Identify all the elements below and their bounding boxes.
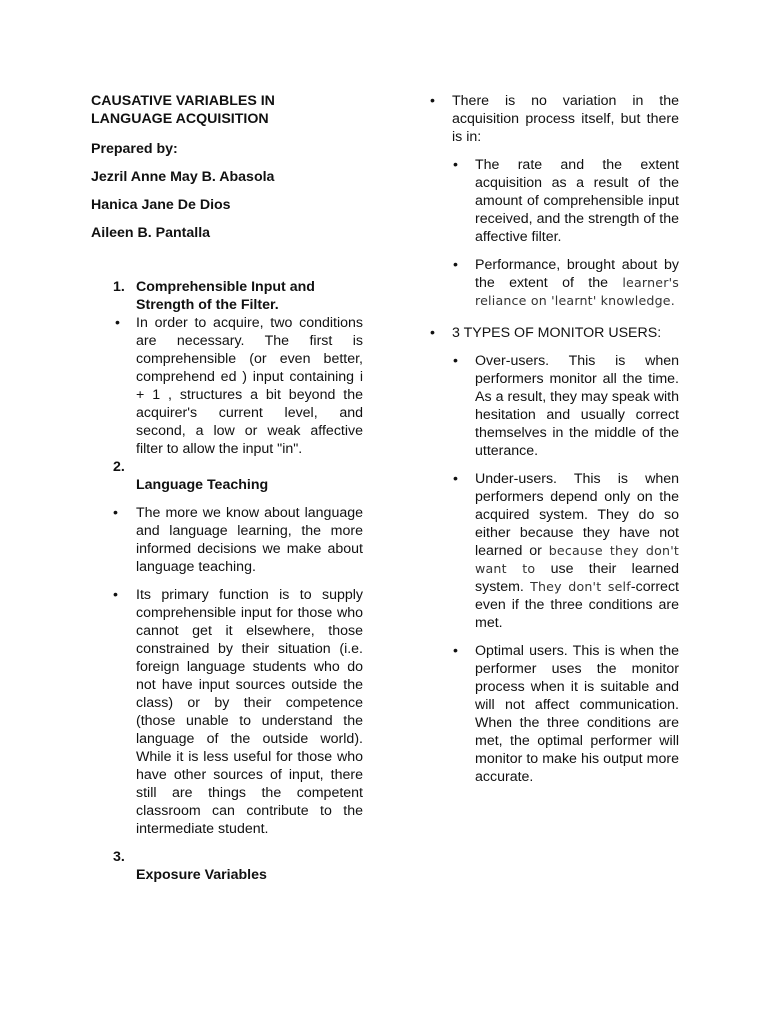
right-sub-bullet-2-soft-text: learner's reliance on 'learnt' knowledge. [475, 275, 679, 308]
section-1-title: Comprehensible Input and Strength of the Filter. [136, 279, 315, 313]
right-bullet-1 [430, 92, 679, 146]
section-2-bullet-2-text: Its primary function is to supply comprehensible input for those who cannot get it elsewhere, those constrained by their situation (i.e. foreign language students who do not have input sources outside the class) or by their competence (those unable to understand the language of the outside world). While it is less useful for those who have other sources of input, there still are things the competent classroom can contribute to the intermediate student. [136, 587, 363, 837]
right-sub-bullet-1 [408, 156, 679, 246]
right-bullet-2-text: 3 TYPES OF MONITOR USERS: [452, 325, 662, 341]
bullet-icon: • [453, 471, 458, 487]
section-2-number: 2. [113, 459, 125, 475]
title-line-2: LANGUAGE ACQUISITION [91, 111, 269, 127]
over-users-text: Over-users. This is when performers monitor all the time. As a result, they may speak with hesitation and usually correct themselves in the middle of the utterance. [475, 353, 679, 459]
section-2-bullet-2 [91, 586, 363, 838]
bullet-icon: • [430, 93, 435, 109]
right-bullet-1-text: There is no variation in the acquisition process itself, but there is in: [452, 93, 679, 145]
under-users-text-c: -correct even if the three conditions are met. [475, 579, 679, 631]
right-sub-bullet-1-text: The rate and the extent acquisition as a result of the amount of comprehensible input received, and the strength of the affective filter. [475, 157, 679, 245]
section-2-heading [91, 458, 363, 494]
bullet-icon: • [113, 505, 118, 521]
section-2-title: Language Teaching [136, 477, 269, 493]
title-line-1: CAUSATIVE VARIABLES IN [91, 93, 275, 109]
section-3-number: 3. [113, 849, 125, 865]
author-2: Hanica Jane De Dios [91, 197, 231, 213]
under-users-bullet [408, 470, 679, 632]
right-column [430, 92, 679, 786]
author-1: Jezril Anne May B. Abasola [91, 169, 275, 185]
bullet-icon: • [453, 353, 458, 369]
section-2-bullet-1 [91, 504, 363, 576]
section-1-number: 1. [113, 279, 125, 295]
under-users-text-b: use their learned system. [475, 561, 679, 595]
under-users-text-a: Under-users. This is when performers depend only on the acquired system. They do so either because they have not learned or [475, 471, 679, 559]
right-sub-bullet-2 [408, 256, 679, 310]
section-3-heading [91, 848, 363, 884]
under-users-soft-text-1: because they don't want to [475, 543, 680, 576]
bullet-icon: • [453, 257, 458, 273]
bullet-icon: • [453, 157, 458, 173]
bullet-icon: • [453, 643, 458, 659]
over-users-bullet [408, 352, 679, 460]
optimal-users-text: Optimal users. This is when the performer uses the monitor process when it is suitable and will not affect communication. When the three conditions are met, the optimal performer will monitor to make his output more accurate. [475, 643, 679, 785]
right-sub-bullet-2-text: Performance, brought about by the extent of the [475, 257, 679, 291]
section-3-title: Exposure Variables [136, 867, 267, 883]
section-1-bullet [91, 314, 363, 458]
author-3: Aileen B. Pantalla [91, 225, 211, 241]
section-2-bullet-1-text: The more we know about language and language learning, the more informed decisions we make about language teaching. [136, 505, 363, 575]
document-title [91, 92, 363, 128]
prepared-by-label: Prepared by: [91, 141, 178, 157]
right-bullet-2 [430, 324, 679, 342]
optimal-users-bullet [408, 642, 679, 786]
bullet-icon: • [430, 325, 435, 341]
section-1-bullet-text: In order to acquire, two conditions are necessary. The first is comprehensible (or even better, comprehend ed ) input containing i + 1 , structures a bit beyond the acquirer's current level, and second, a low or weak affective filter to allow the input "in". [136, 315, 363, 457]
bullet-icon: • [115, 315, 120, 331]
left-column [91, 92, 363, 884]
bullet-icon: • [113, 587, 118, 603]
under-users-soft-text-2: They don't self [530, 579, 631, 594]
section-1-heading [91, 278, 363, 314]
